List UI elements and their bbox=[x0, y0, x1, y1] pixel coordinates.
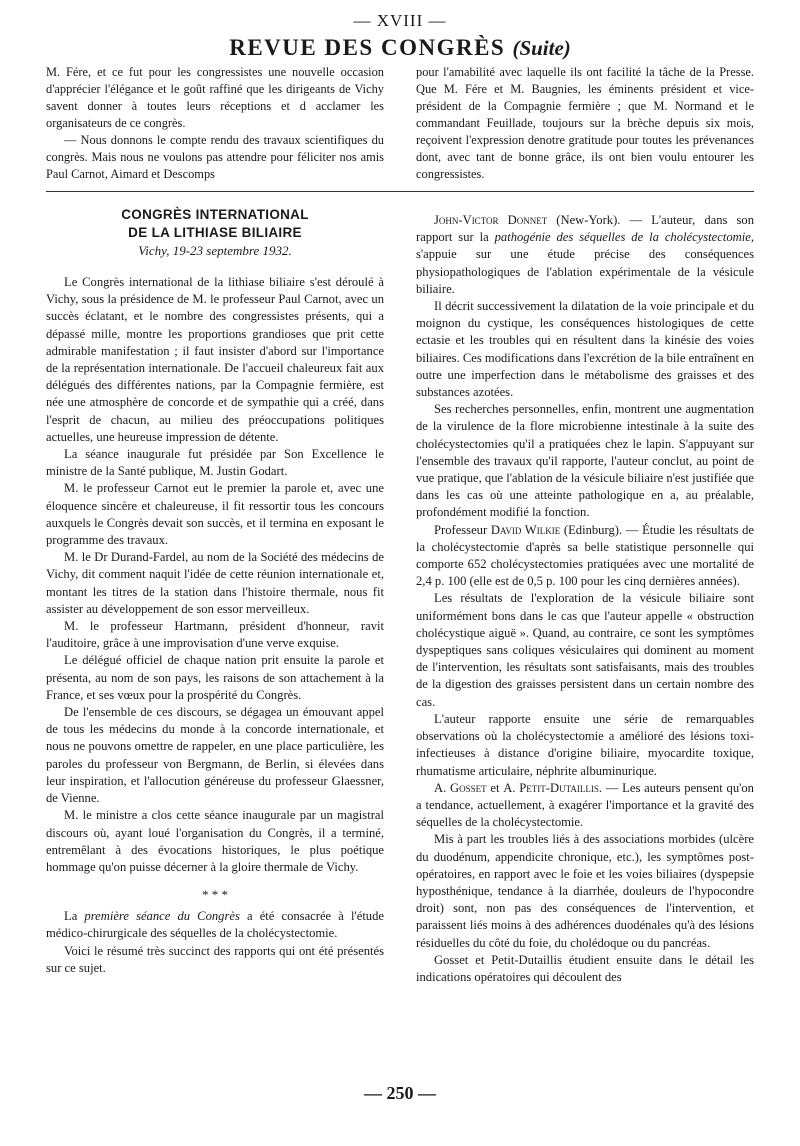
intro-paragraph: — Nous donnons le compte rendu des travaux scientifiques du congrès. Mais nous ne voulons pas attendre pour féliciter nos amis Paul Carnot, Aimard et Descomps bbox=[46, 133, 384, 181]
journal-page bbox=[46, 10, 754, 986]
author-name: David Wilkie bbox=[490, 522, 561, 537]
paragraph: Le Congrès international de la lithiase biliaire s'est déroulé à Vichy, sous la présidence de M. le professeur Paul Carnot, avec un succès éclatant, et le nombre des congressistes présents, qui a dépassé mille, montre les proportions grandioses que prit cette admirable manifestation ; il faut insister d'abord sur l'importance de la représentation internationale. De l'accueil chaleureux fait aux délégués des différentes nations, par la Compagnie fermière, est née une atmosphère de concorde et de sympathie qui a créé, dans l'esprit de chacun, au milieu des préoccupations politiques actuelles, une heureuse impression de détente. bbox=[46, 275, 384, 444]
text-run: s'appuie sur une étude précise des conséquences physiopathologiques de l'ablation expérimentale de la vésicule biliaire. bbox=[416, 247, 754, 296]
page-number: — 250 — bbox=[364, 1083, 436, 1103]
congress-date: Vichy, 19-23 septembre 1932. bbox=[138, 243, 292, 258]
paragraph: Le délégué officiel de chaque nation prit ensuite la parole et présenta, au nom de son pays, les raisons de son attachement à la France, et ses vœux pour la prospérité du Congrès. bbox=[46, 653, 384, 702]
paragraph bbox=[46, 908, 384, 942]
author-name: A. Petit-Dutaillis. bbox=[503, 780, 603, 795]
italic-run: première séance du Congrès bbox=[84, 909, 240, 924]
paragraph: Les résultats de l'exploration de la vésicule biliaire sont uniformément bons dans le cas que l'auteur appelle « obstruction cholécystique aiguë ». Quand, au contraire, ce sont les symptômes dyspeptiques sans coliques vésiculaires qui dominent au moment de l'intervention, les résultats sont satisfaisants, mais des troubles de la digestion des graisses persistent dans un certain nombre des cas. bbox=[416, 591, 754, 709]
congress-title-line: DE LA LITHIASE BILIAIRE bbox=[128, 225, 302, 240]
paragraph: Ses recherches personnelles, enfin, montrent une augmentation de la virulence de la flore microbienne intestinale à la suite des cholécystectomies qu'il a pratiquées chez le lapin. S'appuyant sur l'ensemble des travaux qu'il rapporte, l'auteur conclut, au point de vue pratique, que l'ablation de la vésicule biliaire n'est justifiée que dans les cas où une atteinte pathologique en a, au préalable, profondément modifié la fonction. bbox=[416, 402, 754, 520]
paragraph: M. le professeur Hartmann, président d'honneur, ravit l'auditoire, grâce à une improvisation d'une verve exquise. bbox=[46, 619, 384, 651]
running-title-suite: (Suite) bbox=[512, 36, 571, 60]
intro-right-column bbox=[416, 64, 754, 183]
paragraph: L'auteur rapporte ensuite une série de remarquables observations où la cholécystectomie a amélioré des lésions toxi-infectieuses à distance d'origine biliaire, myocardite toxique, rhumatisme articulaire, néphrite albuminurique. bbox=[416, 711, 754, 778]
paragraph: De l'ensemble de ces discours, se dégagea un émouvant appel de tous les médecins du monde à la concorde internationale, et nous ne pouvons omettre de rappeler, en une place particulière, les paroles du professeur von Bergmann, de Berlin, si élevées dans leur inspiration, et l'allocution généreuse du professeur Glaessner, de Vienne. bbox=[46, 705, 384, 806]
congress-title-line: CONGRÈS INTERNATIONAL bbox=[121, 207, 309, 222]
right-column bbox=[416, 192, 754, 986]
text-run: (New-York). — L'auteur, dans son rapport sur la bbox=[416, 213, 755, 245]
paragraph: La séance inaugurale fut présidée par Son Excellence le ministre de la Santé publique, M. Justin Godart. bbox=[46, 447, 384, 479]
text-run: et bbox=[490, 780, 500, 795]
intro-section bbox=[46, 64, 754, 183]
paragraph: M. le professeur Carnot eut le premier la parole et, avec une éloquence sincère et chaleureuse, il fit ressortir tous les concours auxquels le Congrès devait son succès, et il termina en exposant le programme des travaux. bbox=[46, 481, 384, 548]
text-run: a été consacrée à l'étude médico-chirurgicale des séquelles de la cholécystectomie. bbox=[46, 909, 384, 941]
text-run: (Edinburg). — Étudie les résultats de la cholécystectomie d'après sa belle statistique personnelle qui comporte 652 cholécystectomies pratiquées avec une mortalité de 2,4 p. 100 (elle est de 0,5 p. 100 pour les cinq dernières années). bbox=[416, 522, 754, 589]
text-run: Professeur bbox=[434, 522, 488, 537]
intro-left-column bbox=[46, 64, 384, 183]
paragraph: Voici le résumé très succinct des rapports qui ont été présentés sur ce sujet. bbox=[46, 943, 384, 975]
text-run: La bbox=[64, 909, 78, 924]
running-title-text: REVUE DES CONGRÈS bbox=[229, 35, 506, 60]
paragraph bbox=[416, 212, 754, 298]
paragraph: Mis à part les troubles liés à des associations morbides (ulcère du duodénum, appendicite chronique, etc.), les symptômes post-opératoires, en rapport avec le foie et les voies biliaires (dyspepsie hyposthénique, tendance à la diarrhée, douleurs de l'hypocondre droit) sont, non pas des conséquences de l'intervention, et paraissent liés moins à des adhérences duodénales qu'à des lésions résiduelles du côté du foie, du cholédoque ou du pancréas. bbox=[416, 832, 754, 950]
congress-title bbox=[46, 206, 384, 242]
article-body bbox=[46, 192, 754, 986]
paragraph bbox=[416, 780, 754, 832]
paragraph: M. le Dr Durand-Fardel, au nom de la Société des médecins de Vichy, dit comment naquit l'idée de cette réunion internationale et, montant les titres de la station dans l'histoire thermale, nous fit assister au développement de son essor merveilleux. bbox=[46, 550, 384, 616]
left-column bbox=[46, 192, 384, 986]
page-roman-numeral: — XVIII — bbox=[353, 11, 447, 30]
intro-paragraph: pour l'amabilité avec laquelle ils ont facilité la tâche de la Presse. Que M. Fére et M. Baugnies, les éminents président et vice-président de la Compagnie fermière ; que M. Normand et le commandant Feuillade, toujours sur la brèche depuis six mois, reçoivent l'expression denotre gratitude pour toutes les prévenances dont, avec tant de bonne grâce, ils ont bien voulu entourer les congressistes. bbox=[416, 65, 754, 181]
paragraph bbox=[416, 522, 754, 591]
intro-paragraph: M. Fére, et ce fut pour les congressistes une nouvelle occasion d'apprécier l'élégance et le goût raffiné que les dirigeants de Vichy savent donner à toutes leurs réceptions et d acclamer les organisateurs de ce congrès. bbox=[46, 65, 384, 130]
text-run: — Les auteurs pensent qu'on a tendance, actuellement, à exagérer l'importance et la gravité des séquelles de la cholécystectomie. bbox=[416, 780, 754, 830]
paragraph: Il décrit successivement la dilatation de la voie principale et du moignon du cystique, les conséquences histologiques de cette ectasie et les troubles qui en résultent dans la kinésie des voies biliaires. Ces modifications dans l'excrétion de la bile entraînent en outre une imperfection dans le métabolisme des graisses et des substances azotées. bbox=[416, 299, 754, 400]
running-title bbox=[46, 34, 754, 62]
author-name: A. Gosset bbox=[434, 780, 487, 795]
paragraph: Gosset et Petit-Dutaillis étudient ensuite dans le détail les indications opératoires qui découlent des bbox=[416, 952, 754, 984]
author-name: John-Victor Donnet bbox=[434, 213, 548, 227]
asterism: * * * bbox=[202, 887, 228, 903]
paragraph: M. le ministre a clos cette séance inaugurale par un magistral discours où, ayant loué l'organisation du Congrès, il a terminé, entremêlant à des évocations historiques, le plus poétique hommage qu'on puisse décerner à la gloire thermale de Vichy. bbox=[46, 808, 384, 874]
italic-run: pathogénie des séquelles de la cholécystectomie, bbox=[494, 230, 754, 245]
